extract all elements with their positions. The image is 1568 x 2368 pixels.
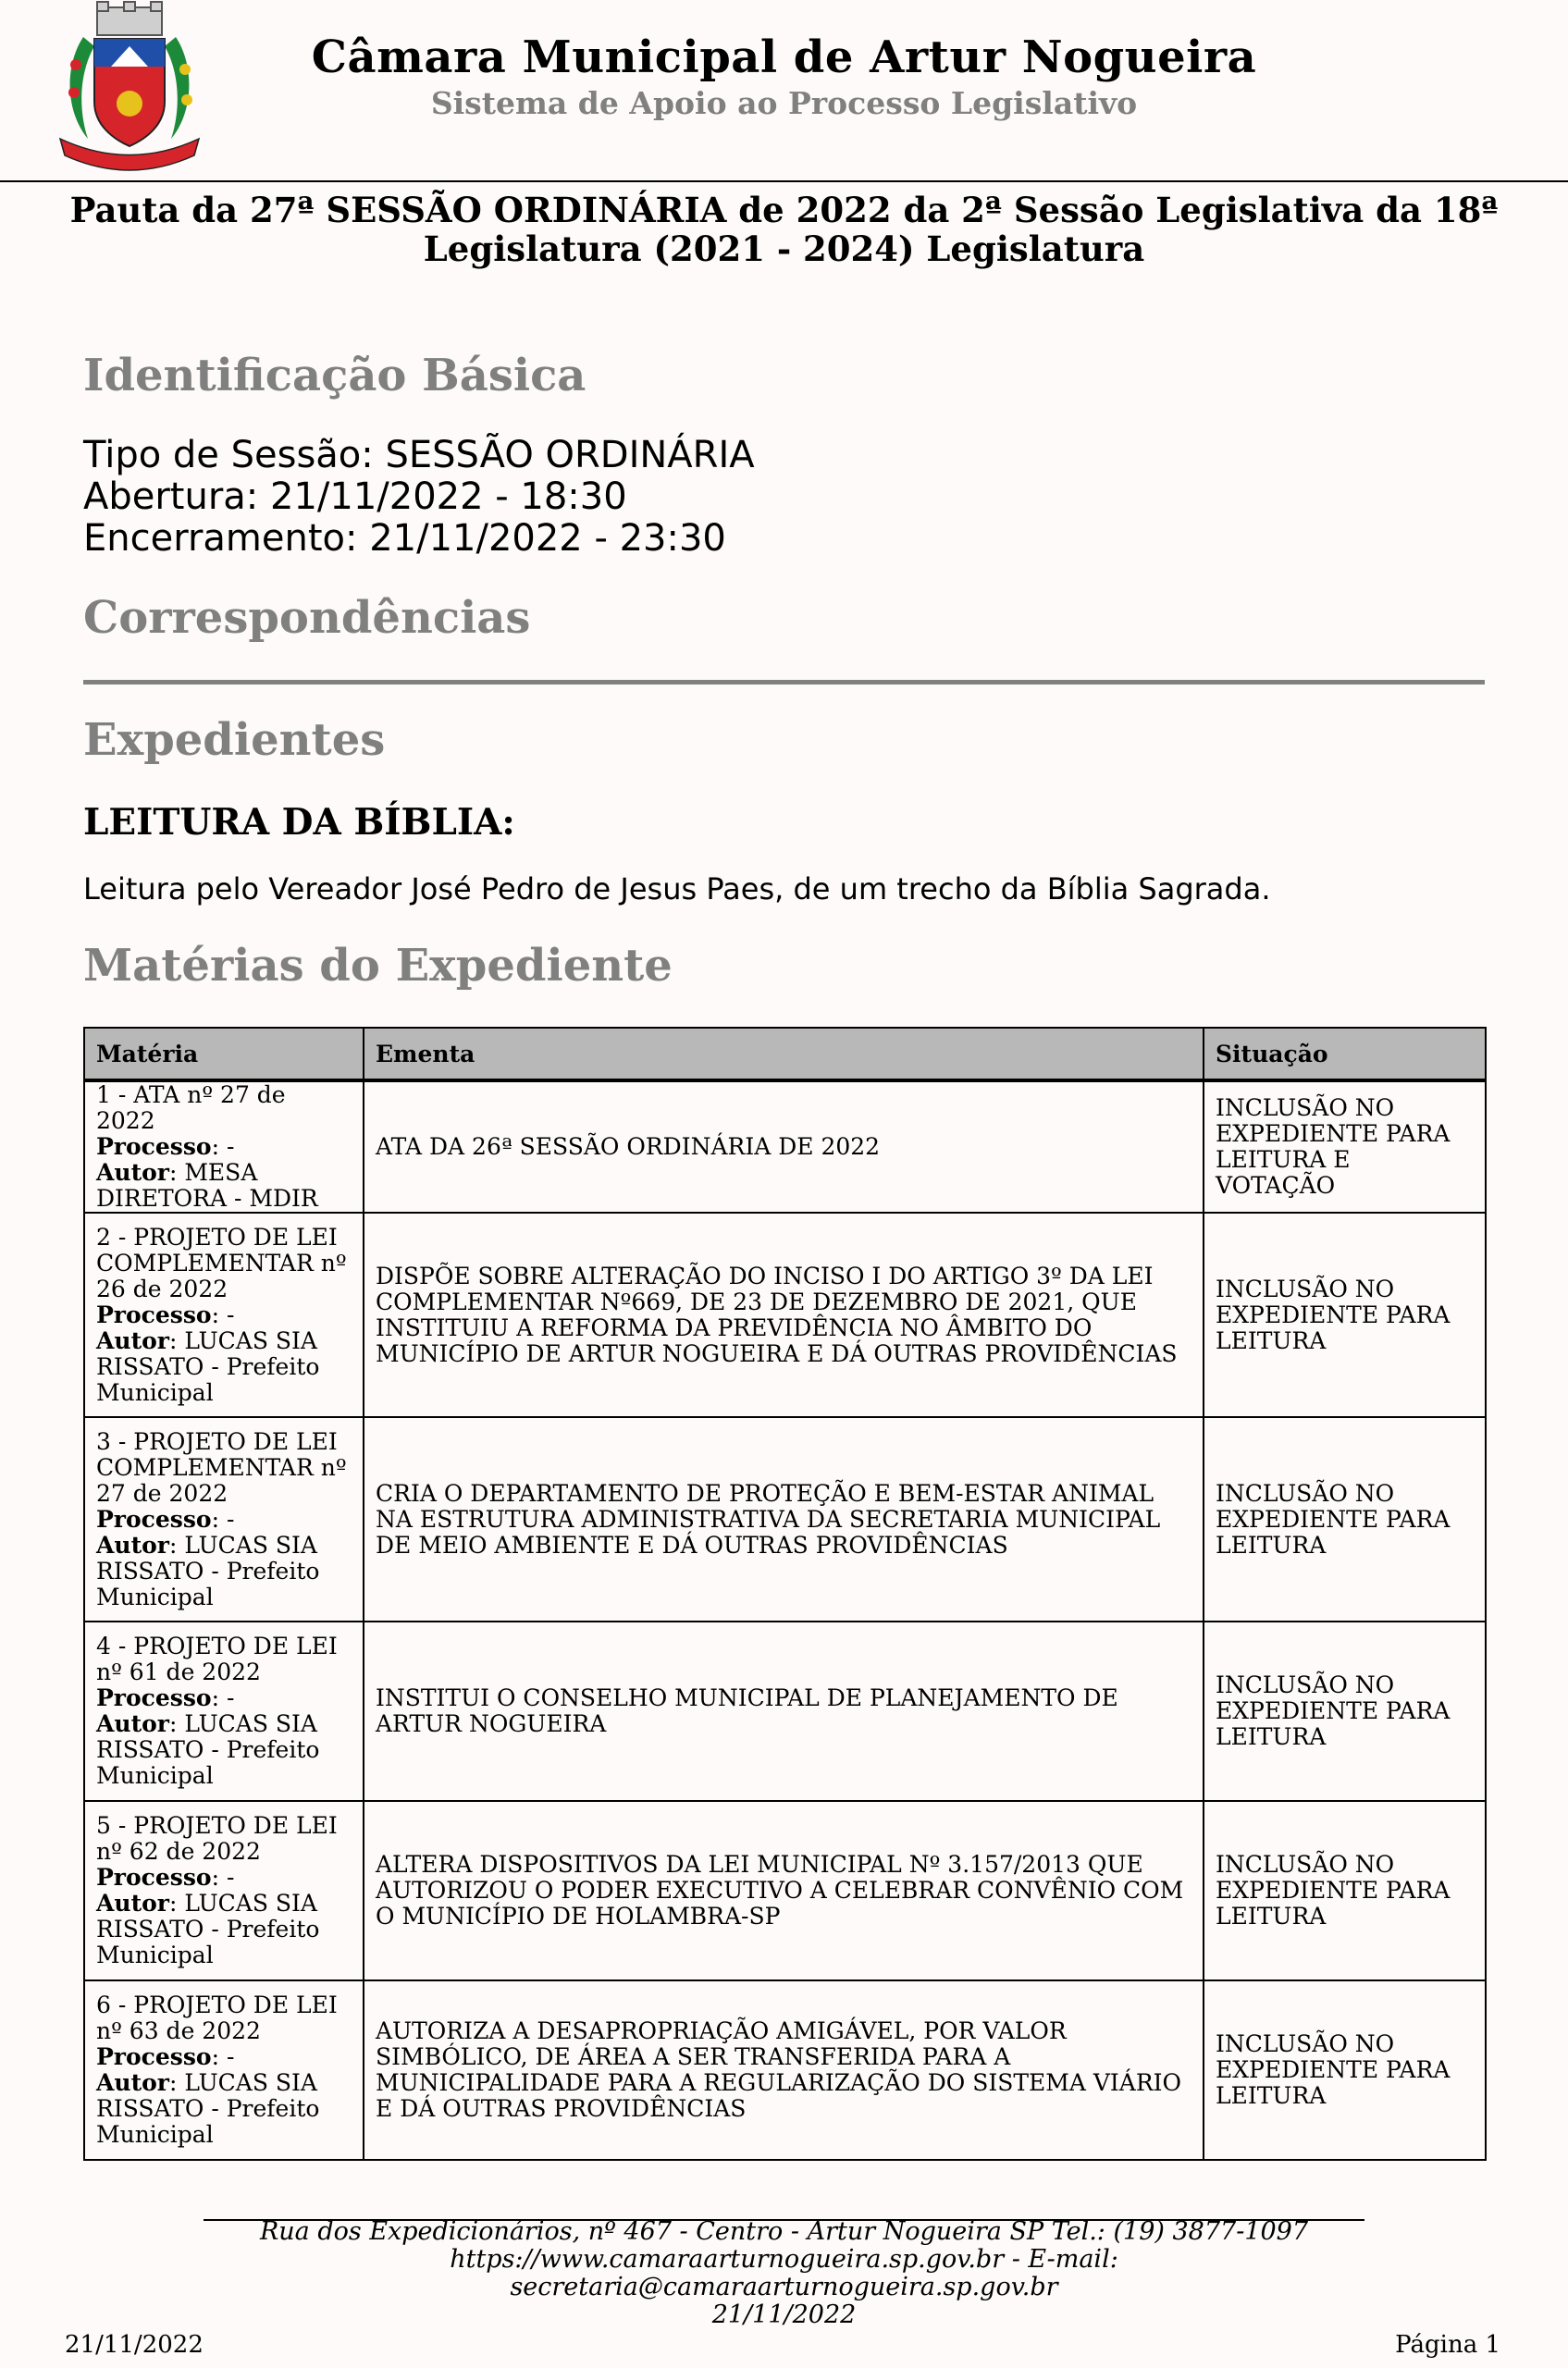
processo-label: Processo: [96, 1301, 212, 1328]
materia-title: 1 - ATA nº 27 de 2022: [96, 1081, 286, 1134]
situacao-cell: INCLUSÃO NO EXPEDIENTE PARA LEITURA: [1204, 1622, 1486, 1801]
processo-value: : -: [211, 1133, 235, 1160]
ementa-cell: ATA DA 26ª SESSÃO ORDINÁRIA DE 2022: [364, 1080, 1204, 1213]
autor-value: : LUCAS SIA RISSATO - Prefeito Municipal: [96, 2069, 320, 2148]
materia-cell: [84, 1622, 364, 1801]
materias-table: [83, 1027, 1487, 2161]
materias-heading: Matérias do Expediente: [83, 940, 673, 992]
page-header: [0, 0, 1568, 182]
materia-title: 6 - PROJETO DE LEI nº 63 de 2022: [96, 1992, 338, 2044]
materia-cell: [84, 1417, 364, 1622]
autor-value: : LUCAS SIA RISSATO - Prefeito Municipal: [96, 1710, 320, 1789]
footer-address: Rua dos Expedicionários, nº 467 - Centro - Artur Nogueira SP Tel.: (19) 3877-1097 https://www.camaraarturnogueira.sp.gov.br - E-mail: secretaria@camaraarturnogueira.sp.gov.br: [259, 2217, 1309, 2301]
section-divider: [83, 680, 1485, 684]
column-header-ementa: Ementa: [364, 1028, 1204, 1080]
ementa-cell: INSTITUI O CONSELHO MUNICIPAL DE PLANEJAMENTO DE ARTUR NOGUEIRA: [364, 1622, 1204, 1801]
correspondencias-heading: Correspondências: [83, 592, 531, 644]
leitura-text: Leitura pelo Vereador José Pedro de Jesus Paes, de um trecho da Bíblia Sagrada.: [83, 871, 1271, 906]
session-opening: Abertura: 21/11/2022 - 18:30: [83, 475, 627, 518]
materia-cell: [84, 1213, 364, 1417]
processo-value: : -: [211, 1684, 235, 1711]
processo-label: Processo: [96, 1864, 212, 1891]
ementa-cell: AUTORIZA A DESAPROPRIAÇÃO AMIGÁVEL, POR VALOR SIMBÓLICO, DE ÁREA A SER TRANSFERIDA PARA A MUNICIPALIDADE PARA A REGULARIZAÇÃO DO SISTEMA VIÁRIO E DÁ OUTRAS PROVIDÊNCIAS: [364, 1980, 1204, 2160]
processo-value: : -: [211, 2043, 235, 2070]
situacao-cell: INCLUSÃO NO EXPEDIENTE PARA LEITURA: [1204, 1801, 1486, 1980]
table-row: [84, 1080, 1486, 1213]
processo-label: Processo: [96, 2043, 212, 2070]
processo-label: Processo: [96, 1133, 212, 1160]
situacao-cell: INCLUSÃO NO EXPEDIENTE PARA LEITURA: [1204, 1213, 1486, 1417]
autor-label: Autor: [96, 1890, 169, 1917]
identificacao-heading: Identificação Básica: [83, 350, 586, 401]
materia-title: 2 - PROJETO DE LEI COMPLEMENTAR nº 26 de 2022: [96, 1223, 347, 1302]
materia-cell: [84, 1980, 364, 2160]
session-closing: Encerramento: 21/11/2022 - 23:30: [83, 517, 726, 560]
column-header-materia: Matéria: [84, 1028, 364, 1080]
autor-value: : LUCAS SIA RISSATO - Prefeito Municipal: [96, 1326, 320, 1406]
autor-label: Autor: [96, 1326, 169, 1354]
processo-value: : -: [211, 1505, 235, 1533]
print-date: 21/11/2022: [65, 2331, 204, 2359]
materia-cell: [84, 1801, 364, 1980]
column-header-situacao: Situação: [1204, 1028, 1486, 1080]
table-row: [84, 1801, 1486, 1980]
table-row: [84, 1622, 1486, 1801]
autor-value: : LUCAS SIA RISSATO - Prefeito Municipal: [96, 1890, 320, 1968]
situacao-cell: INCLUSÃO NO EXPEDIENTE PARA LEITURA: [1204, 1980, 1486, 2160]
table-row: [84, 1417, 1486, 1622]
autor-value: : LUCAS SIA RISSATO - Prefeito Municipal: [96, 1531, 320, 1610]
situacao-cell: INCLUSÃO NO EXPEDIENTE PARA LEITURA: [1204, 1417, 1486, 1622]
processo-value: : -: [211, 1864, 235, 1891]
table-row: [84, 1213, 1486, 1417]
page-number: Página 1: [1395, 2331, 1500, 2359]
autor-value: : MESA DIRETORA - MDIR: [96, 1159, 318, 1212]
ementa-cell: ALTERA DISPOSITIVOS DA LEI MUNICIPAL Nº 3.157/2013 QUE AUTORIZOU O PODER EXECUTIVO A CELEBRAR CONVÊNIO COM O MUNICÍPIO DE HOLAMBRA-SP: [364, 1801, 1204, 1980]
materia-title: 3 - PROJETO DE LEI COMPLEMENTAR nº 27 de 2022: [96, 1427, 347, 1507]
autor-label: Autor: [96, 1710, 169, 1737]
autor-label: Autor: [96, 2069, 169, 2096]
ementa-cell: CRIA O DEPARTAMENTO DE PROTEÇÃO E BEM-ESTAR ANIMAL NA ESTRUTURA ADMINISTRATIVA DA SECRETARIA MUNICIPAL DE MEIO AMBIENTE E DÁ OUTRAS PROVIDÊNCIAS: [364, 1417, 1204, 1622]
chamber-title: Câmara Municipal de Artur Nogueira: [311, 31, 1257, 83]
table-row: [84, 1980, 1486, 2160]
ementa-cell: DISPÕE SOBRE ALTERAÇÃO DO INCISO I DO ARTIGO 3º DA LEI COMPLEMENTAR Nº669, DE 23 DE DEZEMBRO DE 2021, QUE INSTITUIU A REFORMA DA PREVIDÊNCIA NO ÂMBITO DO MUNICÍPIO DE ARTUR NOGUEIRA E DÁ OUTRAS PROVIDÊNCIAS: [364, 1213, 1204, 1417]
situacao-cell: INCLUSÃO NO EXPEDIENTE PARA LEITURA E VOTAÇÃO: [1204, 1080, 1486, 1213]
materia-title: 5 - PROJETO DE LEI nº 62 de 2022: [96, 1812, 338, 1865]
table-header-row: [84, 1028, 1486, 1080]
session-type: Tipo de Sessão: SESSÃO ORDINÁRIA: [83, 434, 755, 476]
expedientes-heading: Expedientes: [83, 714, 386, 766]
materia-cell: [84, 1080, 364, 1213]
system-subtitle: Sistema de Apoio ao Processo Legislativo: [430, 85, 1138, 121]
materia-title: 4 - PROJETO DE LEI nº 61 de 2022: [96, 1633, 338, 1685]
processo-label: Processo: [96, 1684, 212, 1711]
autor-label: Autor: [96, 1159, 169, 1186]
processo-value: : -: [211, 1301, 235, 1328]
processo-label: Processo: [96, 1505, 212, 1533]
autor-label: Autor: [96, 1531, 169, 1559]
pauta-title: Pauta da 27ª SESSÃO ORDINÁRIA de 2022 da 2ª Sessão Legislativa da 18ª Legislatura (2021 - 2024) Legislatura: [69, 190, 1499, 269]
footer-date: 21/11/2022: [711, 2300, 857, 2329]
session-info: [83, 435, 755, 560]
leitura-title: LEITURA DA BÍBLIA:: [83, 801, 515, 844]
footer-contact: [222, 2218, 1346, 2329]
